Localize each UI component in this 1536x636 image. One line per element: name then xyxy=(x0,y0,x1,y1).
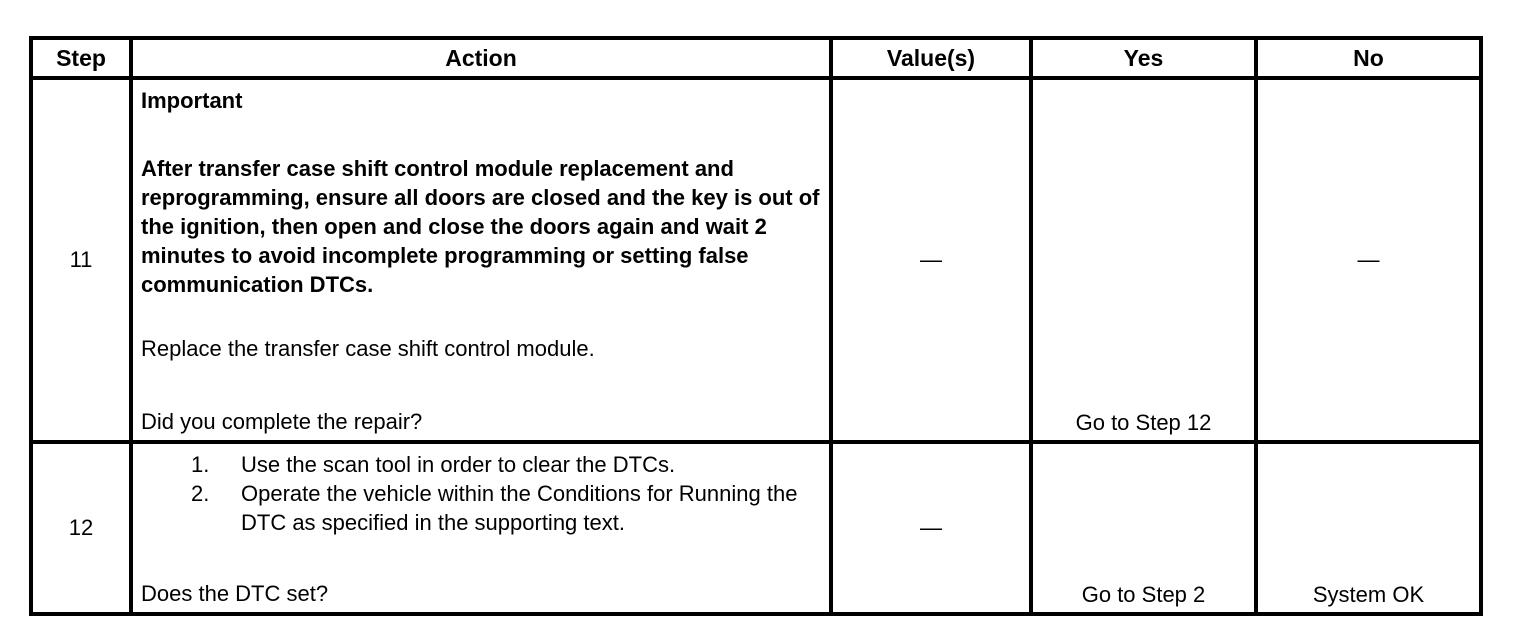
list-text: Operate the vehicle within the Conditions for Running the DTC as specified in the supporting text. xyxy=(241,481,798,535)
no-result: System OK xyxy=(1256,442,1481,614)
important-title: Important xyxy=(141,88,243,113)
yes-result: Go to Step 2 xyxy=(1031,442,1256,614)
important-note: After transfer case shift control module replacement and reprogramming, ensure all doors are closed and the key is out of the ignition, then open and close the doors again and wait 2 minutes to avoid incomplete programming or setting false communication DTCs. xyxy=(141,156,820,297)
step-number: 12 xyxy=(31,442,131,614)
yes-result: Go to Step 12 xyxy=(1031,78,1256,442)
list-text: Use the scan tool in order to clear the DTCs. xyxy=(241,452,676,477)
header-action: Action xyxy=(131,38,831,78)
no-dash: — xyxy=(1357,247,1380,272)
value-cell xyxy=(831,78,1031,442)
instruction-text: Replace the transfer case shift control module. xyxy=(141,336,595,361)
procedure-list xyxy=(141,450,821,537)
table-row xyxy=(31,78,1481,442)
diagnostic-table xyxy=(29,36,1483,616)
header-step: Step xyxy=(31,38,131,78)
no-cell xyxy=(1256,78,1481,442)
header-values: Value(s) xyxy=(831,38,1031,78)
question-text: Did you complete the repair? xyxy=(141,409,423,434)
header-no: No xyxy=(1256,38,1481,78)
action-cell xyxy=(131,78,831,442)
question-text: Does the DTC set? xyxy=(141,581,329,606)
list-number: 2. xyxy=(191,481,210,506)
value-dash: — xyxy=(920,515,942,540)
list-item xyxy=(141,450,821,479)
step-number: 11 xyxy=(31,78,131,442)
list-number: 1. xyxy=(191,452,210,477)
value-cell xyxy=(831,442,1031,614)
header-row xyxy=(31,38,1481,78)
table-row xyxy=(31,442,1481,614)
list-item xyxy=(141,479,821,537)
header-yes: Yes xyxy=(1031,38,1256,78)
value-dash: — xyxy=(920,247,942,272)
action-cell xyxy=(131,442,831,614)
